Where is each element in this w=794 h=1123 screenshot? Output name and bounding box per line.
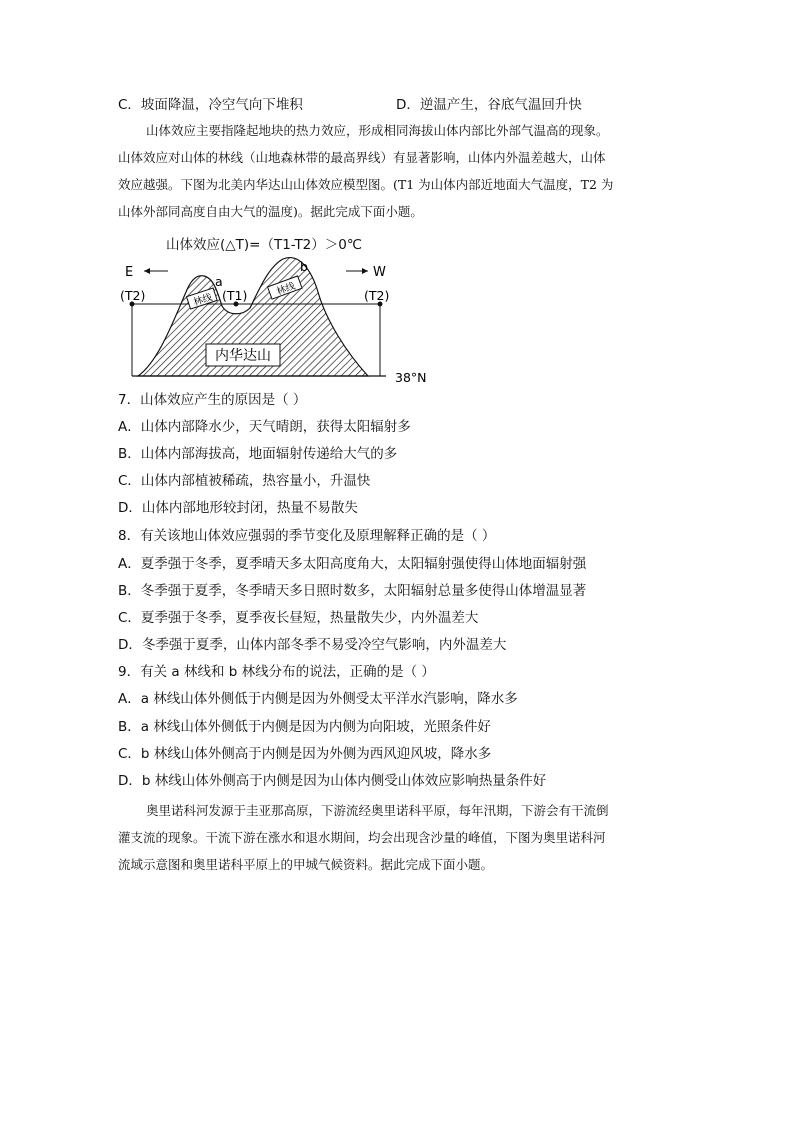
q7-option-a[interactable]: A．山体内部降水少，天气晴朗，获得太阳辐射多 [118,419,411,435]
intro-paragraph-1 [118,117,666,225]
q8-option-a[interactable]: A．夏季强于冬季，夏季晴天多太阳高度角大，太阳辐射强使得山体地面辐射强 [118,556,587,572]
t2-right-label: (T2) [364,288,390,303]
intro-paragraph-2 [118,797,666,878]
q9-stem: 9．有关 a 林线和 b 林线分布的说法，正确的是（ ） [118,664,435,680]
t2-left-label: (T2) [120,288,146,303]
point-a-label: a [215,274,223,289]
q8-stem: 8．有关该地山体效应强弱的季节变化及原理解释正确的是（ ） [118,528,496,544]
q9-option-a[interactable]: A．a 林线山体外侧低于内侧是因为外侧受太平洋水汽影响，降水多 [118,691,518,707]
q8-option-d[interactable]: D．冬季强于夏季，山体内部冬季不易受冷空气影响，内外温差大 [118,637,507,653]
mountain-effect-figure [118,252,438,384]
mountain-name-label: 内华达山 [215,348,271,364]
intro1-line4: 山体外部同高度自由大气的温度)。据此完成下面小题。 [118,204,423,219]
west-label: W [373,265,386,280]
intro1-line2: 山体效应对山体的林线（山地森林带的最高界线）有显著影响，山体内外温差越大，山体 [118,150,606,165]
q7-stem: 7．山体效应产生的原因是（ ） [118,392,307,408]
t1-label: (T1) [222,288,248,303]
point-b-label: b [300,259,308,274]
q7-option-d[interactable]: D．山体内部地形较封闭，热量不易散失 [118,500,358,516]
q6-option-c[interactable]: C．坡面降温，冷空气向下堆积 [118,97,303,113]
intro2-line2: 灌支流的现象。干流下游在涨水和退水期间，均会出现含沙量的峰值，下图为奥里诺科河 [118,830,606,845]
forest-line-right-label: 林线 [275,280,297,298]
latitude-label: 38°N [395,370,427,384]
q9-option-c[interactable]: C．b 林线山体外侧高于内侧是因为外侧为西风迎风坡，降水多 [118,746,492,762]
q6-option-d[interactable]: D．逆温产生，谷底气温回升快 [396,97,582,113]
q8-option-c[interactable]: C．夏季强于冬季，夏季夜长昼短，热量散失少，内外温差大 [118,610,479,626]
intro2-line1: 奥里诺科河发源于圭亚那高原，下游流经奥里诺科平原，每年汛期，下游会有干流倒 [146,803,609,818]
intro1-line3: 效应越强。下图为北美内华达山山体效应模型图。(T1 为山体内部近地面大气温度，T2 为 [118,177,614,192]
intro1-line1: 山体效应主要指隆起地块的热力效应，形成相同海拔山体内部比外部气温高的现象。 [146,123,609,138]
intro2-line3: 流域示意图和奥里诺科平原上的甲城气候资料。据此完成下面小题。 [118,857,494,872]
q9-option-b[interactable]: B．a 林线山体外侧低于内侧是因为内侧为向阳坡，光照条件好 [118,719,491,735]
east-label: E [125,265,134,280]
q8-option-b[interactable]: B．冬季强于夏季，冬季晴天多日照时数多，太阳辐射总量多使得山体增温显著 [118,583,587,599]
figure-formula: 山体效应(△T)=（T1-T2）＞0℃ [166,237,363,253]
q9-option-d[interactable]: D．b 林线山体外侧高于内侧是因为山体内侧受山体效应影响热量条件好 [118,773,547,789]
forest-line-left-label: 林线 [192,292,214,309]
q7-option-c[interactable]: C．山体内部植被稀疏，热容量小，升温快 [118,473,371,489]
q6-options-cd [118,96,582,114]
q7-option-b[interactable]: B．山体内部海拔高，地面辐射传递给大气的多 [118,446,398,462]
